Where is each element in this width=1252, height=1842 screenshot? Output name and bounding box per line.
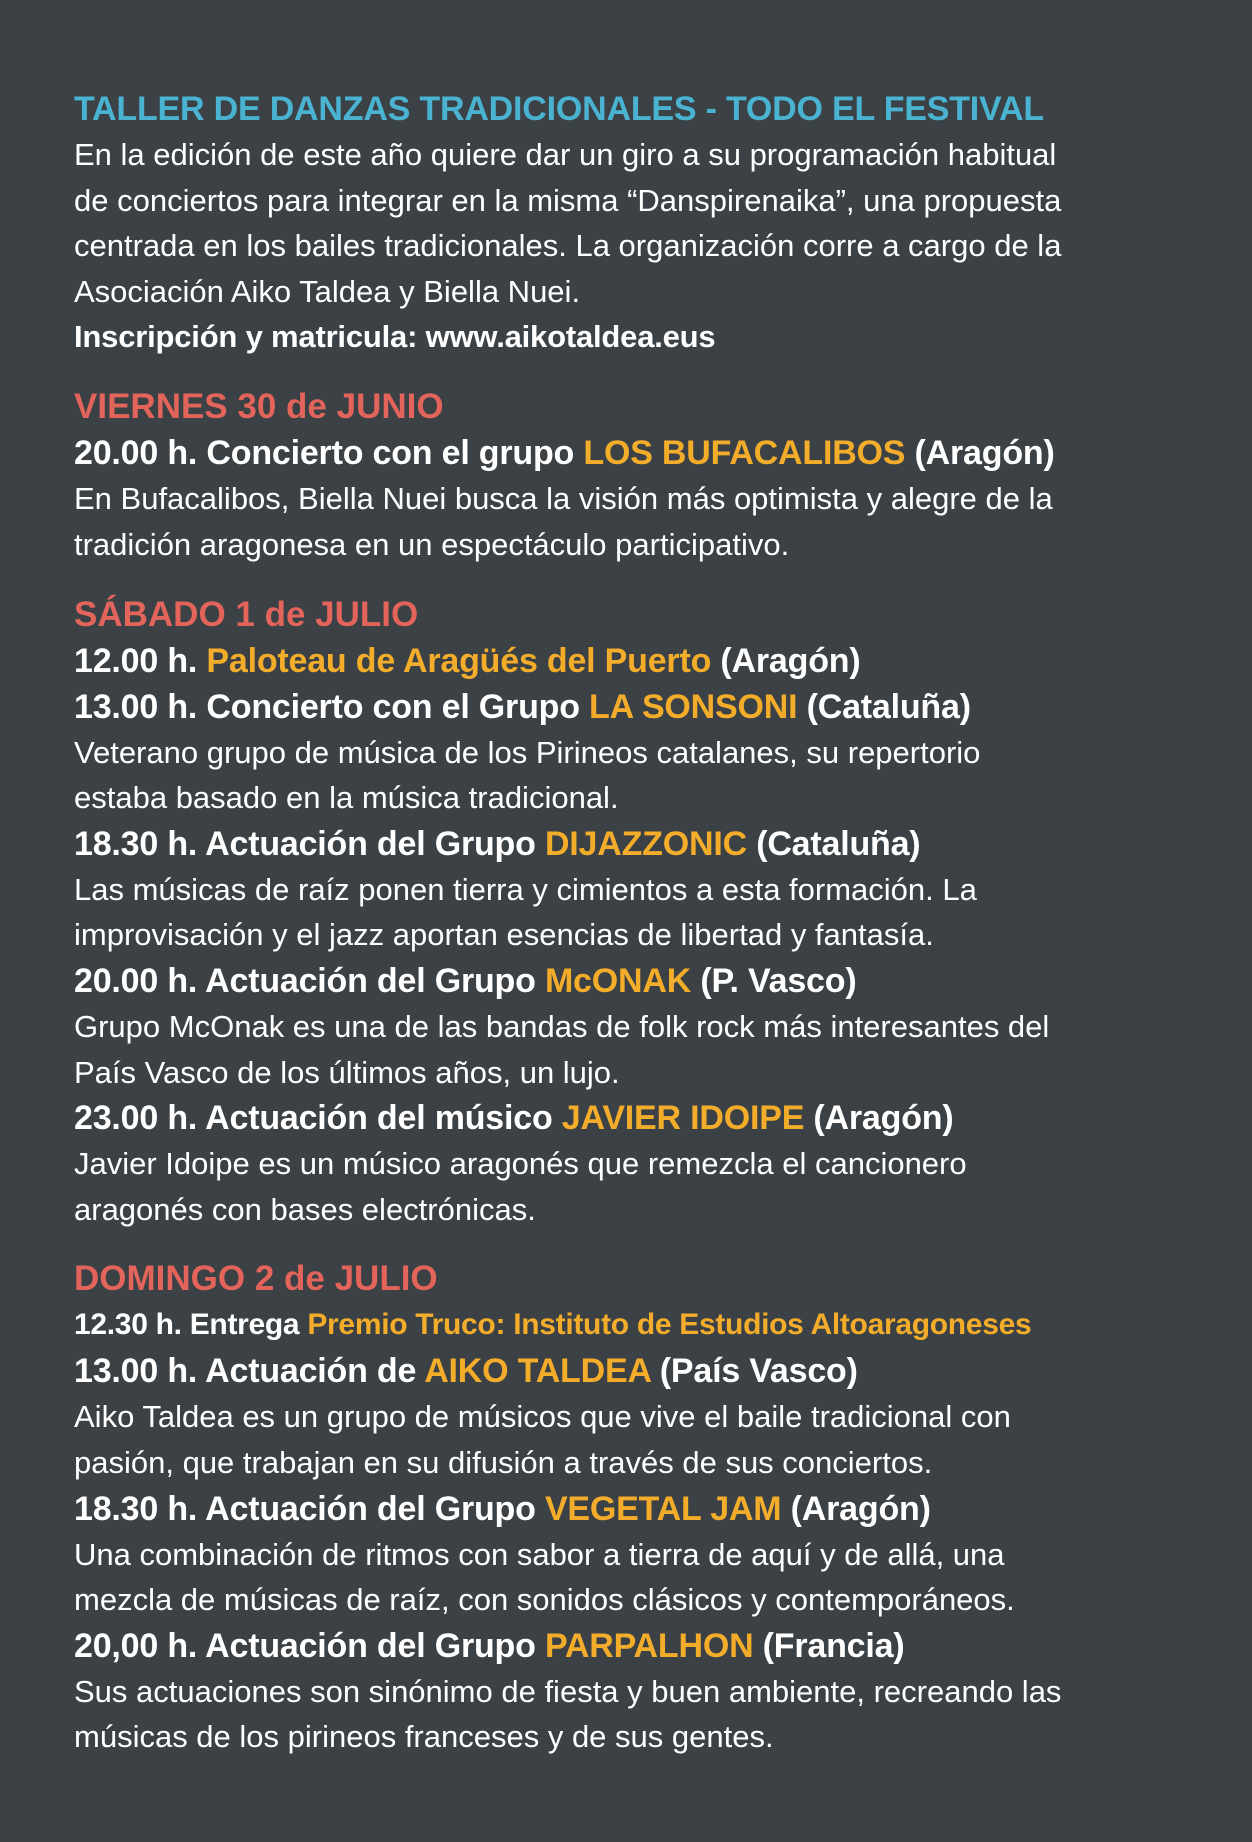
event-origin: (País Vasco) bbox=[650, 1352, 858, 1391]
registration-info: Inscripción y matricula: www.aikotaldea.eus bbox=[74, 319, 716, 355]
event-description: Las músicas de raíz ponen tierra y cimientos a esta formación. La bbox=[74, 871, 977, 907]
day-title: DOMINGO 2 de JULIO bbox=[74, 1259, 438, 1299]
event-time: 20.00 h. Concierto con el grupo bbox=[74, 434, 584, 473]
event-description: Veterano grupo de música de los Pirineos catalanes, su repertorio bbox=[74, 734, 981, 770]
event-time: 20,00 h. Actuación del Grupo bbox=[74, 1626, 545, 1665]
event-description: estaba basado en la música tradicional. bbox=[74, 780, 619, 816]
event-time: 18.30 h. Actuación del Grupo bbox=[74, 824, 545, 863]
event-origin: (Cataluña) bbox=[746, 824, 921, 863]
event-description: improvisación y el jazz aportan esencias de libertad y fantasía. bbox=[74, 917, 934, 953]
event-description: País Vasco de los últimos años, un lujo. bbox=[74, 1054, 620, 1090]
intro-line: centrada en los bailes tradicionales. La organización corre a cargo de la bbox=[74, 228, 1062, 264]
event-description: Grupo McOnak es una de las bandas de folk rock más interesantes del bbox=[74, 1008, 1050, 1044]
event-origin: (P. Vasco) bbox=[691, 961, 857, 1000]
event-line bbox=[74, 958, 1222, 1004]
event-description: pasión, que trabajan en su difusión a través de sus conciertos. bbox=[74, 1444, 933, 1480]
event-description: Sus actuaciones son sinónimo de fiesta y buen ambiente, recreando las bbox=[74, 1673, 1062, 1709]
event-line bbox=[74, 1302, 1222, 1348]
intro-section bbox=[74, 86, 1222, 360]
event-time: 13.00 h. Concierto con el Grupo bbox=[74, 687, 590, 726]
event-line bbox=[74, 638, 1222, 684]
workshop-title: TALLER DE DANZAS TRADICIONALES - TODO EL FESTIVAL bbox=[74, 90, 1044, 128]
event-description: tradición aragonesa en un espectáculo participativo. bbox=[74, 526, 790, 562]
event-origin: (Aragón) bbox=[905, 434, 1055, 473]
event-artist: LA SONSONI bbox=[589, 687, 798, 726]
event-line bbox=[74, 1623, 1222, 1669]
event-artist: JAVIER IDOIPE bbox=[561, 1099, 805, 1138]
event-origin: (Cataluña) bbox=[797, 687, 971, 726]
day-section-saturday bbox=[74, 592, 1222, 1233]
event-time: 20.00 h. Actuación del Grupo bbox=[74, 961, 545, 1000]
event-description: En Bufacalibos, Biella Nuei busca la visión más optimista y alegre de la bbox=[74, 481, 1053, 517]
event-description: mezcla de músicas de raíz, con sonidos clásicos y contemporáneos. bbox=[74, 1582, 1015, 1618]
event-time: 13.00 h. Actuación de bbox=[74, 1352, 425, 1391]
event-artist: VEGETAL JAM bbox=[544, 1489, 782, 1528]
event-artist: Paloteau de Aragüés del Puerto bbox=[206, 641, 712, 680]
event-line bbox=[74, 821, 1222, 867]
day-section-friday bbox=[74, 384, 1222, 567]
event-time: 18.30 h. Actuación del Grupo bbox=[74, 1489, 545, 1528]
intro-line: En la edición de este año quiere dar un giro a su programación habitual bbox=[74, 137, 1057, 172]
day-title: VIERNES 30 de JUNIO bbox=[74, 387, 444, 427]
event-line bbox=[74, 1095, 1222, 1141]
event-description: músicas de los pirineos franceses y de sus gentes. bbox=[74, 1719, 774, 1755]
intro-line: de conciertos para integrar en la misma “Danspirenaika”, una propuesta bbox=[74, 182, 1062, 218]
event-origin: (Aragón) bbox=[804, 1099, 954, 1138]
day-section-sunday bbox=[74, 1256, 1222, 1760]
event-origin: (Francia) bbox=[753, 1626, 905, 1665]
event-artist: LOS BUFACALIBOS bbox=[583, 434, 906, 473]
event-line bbox=[74, 1348, 1222, 1394]
event-artist: AIKO TALDEA bbox=[424, 1352, 651, 1391]
event-origin: (Aragón) bbox=[711, 641, 861, 680]
event-award: Premio Truco: Instituto de Estudios Altoaragoneses bbox=[307, 1308, 1032, 1342]
event-origin: (Aragón) bbox=[781, 1489, 931, 1528]
event-description: Javier Idoipe es un músico aragonés que remezcla el cancionero bbox=[74, 1146, 967, 1182]
event-line bbox=[74, 430, 1222, 476]
event-time: 12.30 h. Entrega bbox=[74, 1308, 308, 1342]
event-description: Una combinación de ritmos con sabor a tierra de aquí y de allá, una bbox=[74, 1536, 1005, 1572]
event-artist: DIJAZZONIC bbox=[544, 824, 747, 863]
event-time: 23.00 h. Actuación del músico bbox=[74, 1099, 562, 1138]
event-description: Aiko Taldea es un grupo de músicos que vive el baile tradicional con bbox=[74, 1399, 1011, 1435]
event-artist: PARPALHON bbox=[544, 1626, 754, 1665]
event-description: aragonés con bases electrónicas. bbox=[74, 1191, 536, 1227]
intro-line: Asociación Aiko Taldea y Biella Nuei. bbox=[74, 273, 581, 309]
event-artist: McONAK bbox=[544, 961, 692, 1000]
event-line bbox=[74, 1486, 1222, 1532]
event-time: 12.00 h. bbox=[74, 641, 207, 680]
event-line bbox=[74, 684, 1222, 730]
day-title: SÁBADO 1 de JULIO bbox=[74, 594, 419, 634]
